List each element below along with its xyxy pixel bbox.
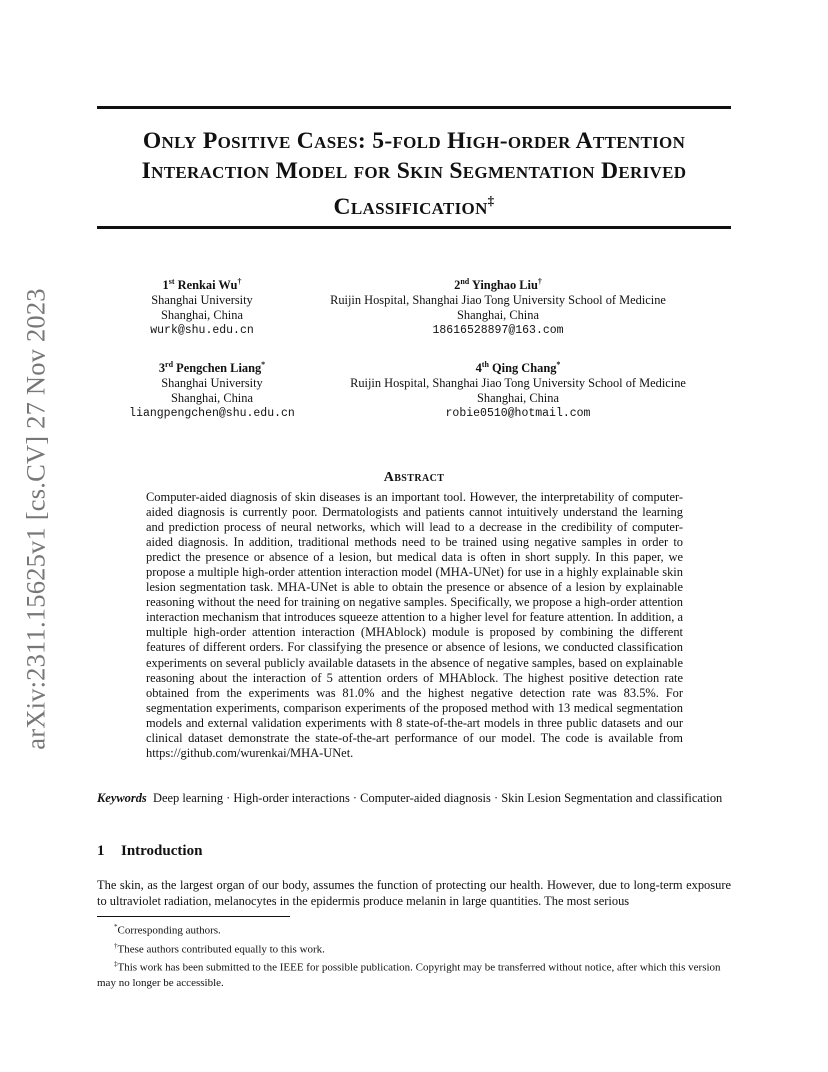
paper-title <box>97 126 731 222</box>
section-title: Introduction <box>121 843 203 859</box>
author-name: Yinghao Liu <box>471 278 538 293</box>
author-ordinal-suffix: rd <box>165 360 174 369</box>
abstract-body: Computer-aided diagnosis of skin diseases is an important tool. However, the interpretability of computer-aided diagnosis is currently poor. Dermatologists and patients cannot intuitively understand the learning and prediction process of neural networks, which will lead to a decrease in the credibility of computer-aided diagnosis. In addition, traditional methods need to be trained using negative samples in order to predict the presence or absence of a lesion, but medical data is often in short supply. In this paper, we propose a multiple high-order attention interaction model (MHA-UNet) for use in a highly explainable skin lesion segmentation task. MHA-UNet is able to obtain the presence or absence of a lesion by explainable reasoning without the need for training on negative samples. Specifically, we propose a high-order attention interaction mechanism that introduces squeeze attention to a higher level for feature attention. In addition, a multiple high-order attention interaction (MHAblock) module is proposed by combining the different features of different orders. For classifying the presence or absence of lesions, we conducted classification experiments on several publicly available datasets in the absence of negative samples, based on explainable reasoning about the interaction of 5 attention orders of MHAblock. The highest positive detection rate obtained from the experiments was 81.0% and the highest negative detection rate was 83.5%. For segmentation experiments, comparison experiments of the proposed method with 13 medical segmentation models and external validation experiments with 8 state-of-the-art models in three public datasets and our clinical dataset demonstrate the state-of-the-art performance of our model. The code is available from https://github.com/wurenkai/MHA-UNet. <box>146 490 683 760</box>
author-email[interactable]: liangpengchen@shu.edu.cn <box>129 407 295 421</box>
author-ordinal-suffix: nd <box>460 277 470 286</box>
author-name: Renkai Wu <box>177 278 238 293</box>
author-mark: † <box>237 277 242 286</box>
footnote-text: This work has been submitted to the IEEE for possible publication. Copyright may be transferred without notice, after which this version may no longer be accessible. <box>97 961 721 989</box>
author-block-3 <box>102 357 322 421</box>
title-top-rule <box>97 106 731 109</box>
title-footnote-mark: ‡ <box>487 193 495 208</box>
footnote-item <box>97 939 731 958</box>
author-ordinal-suffix: st <box>168 277 175 286</box>
author-email[interactable]: wurk@shu.edu.cn <box>150 324 254 338</box>
author-block-1 <box>102 274 302 338</box>
author-name: Qing Chang <box>492 361 557 376</box>
author-block-2 <box>298 274 698 338</box>
footnote-mark: ‡ <box>114 960 118 969</box>
author-block-4 <box>318 357 718 421</box>
footnote-rule <box>97 916 290 917</box>
author-ordinal: 3 <box>158 361 166 376</box>
author-name-line <box>102 274 302 293</box>
author-ordinal: 2 <box>454 278 461 293</box>
author-affiliation: Ruijin Hospital, Shanghai Jiao Tong University School of Medicine <box>350 376 686 391</box>
author-name: Pengchen Liang <box>176 361 262 376</box>
author-affiliation: Shanghai University <box>161 376 263 391</box>
footnote-mark: † <box>114 941 118 950</box>
footnote-text: These authors contributed equally to this work. <box>117 943 325 956</box>
author-affiliation: Ruijin Hospital, Shanghai Jiao Tong University School of Medicine <box>330 293 666 308</box>
footnote-item <box>97 957 731 991</box>
author-mark: † <box>537 277 542 286</box>
author-mark: * <box>261 360 266 369</box>
author-ordinal: 1 <box>162 278 169 293</box>
arxiv-side-stamp <box>16 284 56 754</box>
title-line-2: Interaction Model for Skin Segmentation Derived <box>141 158 687 184</box>
footnote-text: Corresponding authors. <box>117 924 221 937</box>
keywords-block <box>97 791 731 806</box>
author-location: Shanghai, China <box>171 391 253 406</box>
title-line-3 <box>97 186 731 222</box>
author-location: Shanghai, China <box>161 308 243 323</box>
section-heading <box>97 843 202 860</box>
introduction-paragraph: The skin, as the largest organ of our body, assumes the function of protecting our health. However, due to long-term exposure to ultraviolet radiation, melanocytes in the epidermis produce melanin in large quantities. The most serious <box>97 878 731 908</box>
title-bottom-rule <box>97 226 731 229</box>
author-name-line <box>298 274 698 293</box>
footnote-item <box>97 920 731 939</box>
title-line-1: Only Positive Cases: 5-fold High-order Attention <box>142 128 686 154</box>
section-number: 1 <box>97 843 105 859</box>
author-ordinal-suffix: th <box>481 360 489 369</box>
arxiv-identifier: arXiv:2311.15625v1 [cs.CV] 27 Nov 2023 <box>20 288 51 750</box>
footnotes <box>97 920 731 991</box>
footnote-mark: * <box>114 923 118 931</box>
author-email[interactable]: robie0510@hotmail.com <box>445 407 591 421</box>
author-name-line <box>318 357 718 376</box>
keywords-text: Deep learning · High-order interactions · Computer-aided diagnosis · Skin Lesion Segmentation and classification <box>152 791 723 805</box>
author-email[interactable]: 18616528897@163.com <box>432 324 564 338</box>
abstract-heading: Abstract <box>383 470 445 485</box>
author-location: Shanghai, China <box>477 391 559 406</box>
author-location: Shanghai, China <box>457 308 539 323</box>
author-mark: * <box>556 360 561 369</box>
title-line-3-text: Classification <box>333 194 488 220</box>
author-name-line <box>102 357 322 376</box>
author-ordinal: 4 <box>475 361 482 376</box>
keywords-label: Keywords <box>97 791 147 805</box>
author-affiliation: Shanghai University <box>151 293 253 308</box>
